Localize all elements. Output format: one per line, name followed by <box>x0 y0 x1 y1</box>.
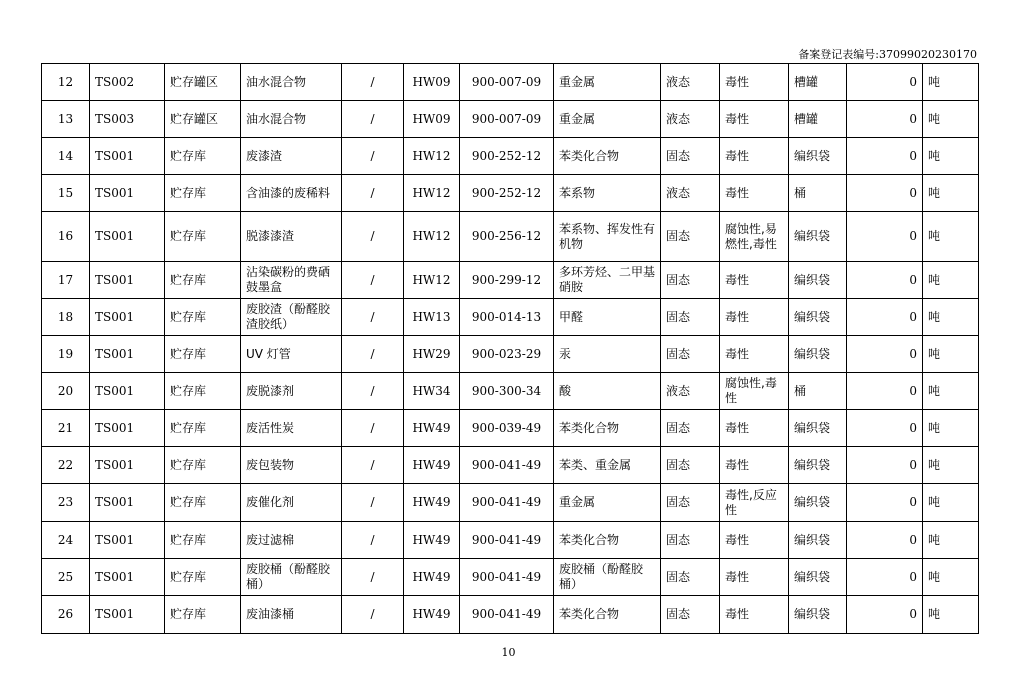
table-row <box>42 299 979 336</box>
cell-seq: 25 <box>42 559 90 596</box>
cell-waste-code: 900-256-12 <box>460 212 554 262</box>
cell-seq: 14 <box>42 138 90 175</box>
cell-code: TS001 <box>90 484 165 522</box>
cell-hazard: 毒性 <box>720 447 789 484</box>
table-row <box>42 596 979 634</box>
cell-form: 液态 <box>661 64 720 101</box>
cell-hazard: 毒性 <box>720 410 789 447</box>
cell-name: 含油漆的废稀料 <box>241 175 342 212</box>
cell-hazard: 毒性 <box>720 101 789 138</box>
cell-name: 废胶渣（酚醛胶渣胶纸） <box>241 299 342 336</box>
cell-hazard: 毒性 <box>720 64 789 101</box>
cell-hazard: 毒性 <box>720 559 789 596</box>
cell-place: 贮存库 <box>165 138 241 175</box>
cell-code: TS001 <box>90 410 165 447</box>
cell-code: TS003 <box>90 101 165 138</box>
cell-code: TS001 <box>90 596 165 634</box>
cell-seq: 19 <box>42 336 90 373</box>
cell-code: TS001 <box>90 559 165 596</box>
cell-package: 编织袋 <box>789 410 847 447</box>
cell-waste-code: 900-007-09 <box>460 64 554 101</box>
cell-component: 重金属 <box>554 484 661 522</box>
cell-hazard: 毒性 <box>720 336 789 373</box>
cell-hazard: 毒性,反应性 <box>720 484 789 522</box>
cell-code: TS001 <box>90 212 165 262</box>
cell-form: 固态 <box>661 336 720 373</box>
cell-place: 贮存罐区 <box>165 64 241 101</box>
cell-form: 液态 <box>661 101 720 138</box>
cell-category: HW49 <box>404 410 460 447</box>
cell-waste-code: 900-041-49 <box>460 596 554 634</box>
cell-code: TS001 <box>90 447 165 484</box>
cell-package: 槽罐 <box>789 64 847 101</box>
cell-place: 贮存库 <box>165 410 241 447</box>
cell-hazard: 毒性 <box>720 175 789 212</box>
cell-package: 编织袋 <box>789 138 847 175</box>
cell-seq: 17 <box>42 262 90 299</box>
cell-place: 贮存库 <box>165 522 241 559</box>
cell-qty: 0 <box>847 101 923 138</box>
cell-place: 贮存库 <box>165 299 241 336</box>
cell-name: 沾染碳粉的费硒鼓墨盒 <box>241 262 342 299</box>
cell-name: 废活性炭 <box>241 410 342 447</box>
cell-component: 苯类化合物 <box>554 410 661 447</box>
cell-seq: 24 <box>42 522 90 559</box>
cell-seq: 26 <box>42 596 90 634</box>
cell-form: 固态 <box>661 596 720 634</box>
cell-component: 甲醛 <box>554 299 661 336</box>
cell-seq: 13 <box>42 101 90 138</box>
cell-qty: 0 <box>847 175 923 212</box>
cell-category: HW09 <box>404 101 460 138</box>
cell-category: HW29 <box>404 336 460 373</box>
cell-seq: 15 <box>42 175 90 212</box>
cell-qty: 0 <box>847 299 923 336</box>
table-row <box>42 101 979 138</box>
cell-component: 多环芳烃、二甲基硝胺 <box>554 262 661 299</box>
cell-category: HW09 <box>404 64 460 101</box>
cell-hazard: 腐蚀性,毒性 <box>720 373 789 410</box>
cell-category: HW12 <box>404 175 460 212</box>
table-row <box>42 262 979 299</box>
cell-waste-code: 900-299-12 <box>460 262 554 299</box>
cell-seq: 16 <box>42 212 90 262</box>
cell-unit: 吨 <box>923 175 979 212</box>
cell-waste-code: 900-252-12 <box>460 138 554 175</box>
cell-unit: 吨 <box>923 262 979 299</box>
cell-unit: 吨 <box>923 373 979 410</box>
cell-name: 废过滤棉 <box>241 522 342 559</box>
cell-waste-code: 900-041-49 <box>460 559 554 596</box>
cell-slash: / <box>342 447 404 484</box>
cell-unit: 吨 <box>923 596 979 634</box>
cell-package: 编织袋 <box>789 336 847 373</box>
cell-qty: 0 <box>847 212 923 262</box>
cell-code: TS001 <box>90 138 165 175</box>
cell-name: 废漆渣 <box>241 138 342 175</box>
cell-form: 固态 <box>661 447 720 484</box>
cell-name: 油水混合物 <box>241 101 342 138</box>
cell-slash: / <box>342 336 404 373</box>
cell-category: HW49 <box>404 447 460 484</box>
table-row <box>42 336 979 373</box>
cell-slash: / <box>342 64 404 101</box>
cell-hazard: 毒性 <box>720 262 789 299</box>
cell-unit: 吨 <box>923 522 979 559</box>
cell-category: HW49 <box>404 559 460 596</box>
cell-category: HW49 <box>404 484 460 522</box>
table-row <box>42 212 979 262</box>
cell-unit: 吨 <box>923 101 979 138</box>
cell-qty: 0 <box>847 447 923 484</box>
cell-waste-code: 900-300-34 <box>460 373 554 410</box>
cell-slash: / <box>342 410 404 447</box>
cell-slash: / <box>342 596 404 634</box>
cell-waste-code: 900-039-49 <box>460 410 554 447</box>
cell-component: 苯类化合物 <box>554 596 661 634</box>
cell-hazard: 腐蚀性,易燃性,毒性 <box>720 212 789 262</box>
cell-code: TS001 <box>90 262 165 299</box>
cell-package: 编织袋 <box>789 299 847 336</box>
cell-waste-code: 900-007-09 <box>460 101 554 138</box>
cell-name: 废油漆桶 <box>241 596 342 634</box>
cell-qty: 0 <box>847 559 923 596</box>
cell-category: HW34 <box>404 373 460 410</box>
cell-package: 桶 <box>789 373 847 410</box>
cell-package: 槽罐 <box>789 101 847 138</box>
cell-slash: / <box>342 299 404 336</box>
cell-place: 贮存库 <box>165 212 241 262</box>
cell-name: 废脱漆剂 <box>241 373 342 410</box>
cell-unit: 吨 <box>923 559 979 596</box>
cell-unit: 吨 <box>923 336 979 373</box>
table-row <box>42 64 979 101</box>
cell-slash: / <box>342 522 404 559</box>
page-number: 10 <box>501 646 516 659</box>
cell-slash: / <box>342 101 404 138</box>
cell-component: 汞 <box>554 336 661 373</box>
cell-category: HW49 <box>404 522 460 559</box>
cell-slash: / <box>342 212 404 262</box>
table-row <box>42 175 979 212</box>
cell-qty: 0 <box>847 336 923 373</box>
cell-code: TS001 <box>90 299 165 336</box>
cell-code: TS001 <box>90 373 165 410</box>
cell-seq: 18 <box>42 299 90 336</box>
table-row <box>42 138 979 175</box>
cell-qty: 0 <box>847 484 923 522</box>
table-row <box>42 410 979 447</box>
cell-unit: 吨 <box>923 138 979 175</box>
cell-component: 苯系物、挥发性有机物 <box>554 212 661 262</box>
cell-waste-code: 900-041-49 <box>460 484 554 522</box>
cell-name: 废胶桶（酚醛胶桶） <box>241 559 342 596</box>
cell-category: HW13 <box>404 299 460 336</box>
cell-name: UV 灯管 <box>241 336 342 373</box>
cell-package: 编织袋 <box>789 447 847 484</box>
cell-component: 废胶桶（酚醛胶桶） <box>554 559 661 596</box>
table-row <box>42 484 979 522</box>
cell-waste-code: 900-252-12 <box>460 175 554 212</box>
cell-qty: 0 <box>847 596 923 634</box>
cell-hazard: 毒性 <box>720 138 789 175</box>
table-row <box>42 522 979 559</box>
table-row <box>42 373 979 410</box>
cell-package: 编织袋 <box>789 559 847 596</box>
cell-form: 固态 <box>661 138 720 175</box>
registration-number: 备案登记表编号:37099020230170 <box>798 48 977 61</box>
cell-unit: 吨 <box>923 299 979 336</box>
cell-package: 编织袋 <box>789 522 847 559</box>
cell-hazard: 毒性 <box>720 522 789 559</box>
cell-form: 固态 <box>661 522 720 559</box>
cell-category: HW12 <box>404 262 460 299</box>
cell-name: 废包装物 <box>241 447 342 484</box>
cell-seq: 22 <box>42 447 90 484</box>
cell-waste-code: 900-014-13 <box>460 299 554 336</box>
cell-place: 贮存库 <box>165 484 241 522</box>
cell-waste-code: 900-023-29 <box>460 336 554 373</box>
cell-place: 贮存库 <box>165 447 241 484</box>
cell-seq: 20 <box>42 373 90 410</box>
cell-category: HW12 <box>404 212 460 262</box>
cell-component: 苯类、重金属 <box>554 447 661 484</box>
cell-slash: / <box>342 175 404 212</box>
cell-code: TS001 <box>90 175 165 212</box>
cell-name: 脱漆漆渣 <box>241 212 342 262</box>
cell-name: 废催化剂 <box>241 484 342 522</box>
cell-component: 重金属 <box>554 64 661 101</box>
cell-place: 贮存库 <box>165 596 241 634</box>
cell-place: 贮存罐区 <box>165 101 241 138</box>
cell-seq: 12 <box>42 64 90 101</box>
cell-qty: 0 <box>847 138 923 175</box>
cell-hazard: 毒性 <box>720 596 789 634</box>
cell-unit: 吨 <box>923 212 979 262</box>
cell-place: 贮存库 <box>165 262 241 299</box>
table-row <box>42 559 979 596</box>
cell-qty: 0 <box>847 262 923 299</box>
cell-slash: / <box>342 373 404 410</box>
cell-code: TS002 <box>90 64 165 101</box>
cell-form: 固态 <box>661 484 720 522</box>
cell-package: 编织袋 <box>789 212 847 262</box>
table-body <box>42 64 979 634</box>
cell-form: 液态 <box>661 373 720 410</box>
cell-unit: 吨 <box>923 484 979 522</box>
cell-seq: 23 <box>42 484 90 522</box>
cell-qty: 0 <box>847 522 923 559</box>
cell-component: 苯类化合物 <box>554 522 661 559</box>
cell-slash: / <box>342 262 404 299</box>
cell-slash: / <box>342 559 404 596</box>
cell-component: 苯类化合物 <box>554 138 661 175</box>
cell-place: 贮存库 <box>165 373 241 410</box>
cell-package: 桶 <box>789 175 847 212</box>
cell-package: 编织袋 <box>789 484 847 522</box>
cell-unit: 吨 <box>923 410 979 447</box>
cell-place: 贮存库 <box>165 559 241 596</box>
cell-form: 固态 <box>661 212 720 262</box>
cell-slash: / <box>342 484 404 522</box>
cell-qty: 0 <box>847 64 923 101</box>
cell-form: 固态 <box>661 410 720 447</box>
cell-waste-code: 900-041-49 <box>460 447 554 484</box>
cell-slash: / <box>342 138 404 175</box>
cell-component: 重金属 <box>554 101 661 138</box>
cell-qty: 0 <box>847 410 923 447</box>
cell-seq: 21 <box>42 410 90 447</box>
cell-category: HW49 <box>404 596 460 634</box>
cell-name: 油水混合物 <box>241 64 342 101</box>
cell-component: 酸 <box>554 373 661 410</box>
cell-place: 贮存库 <box>165 336 241 373</box>
cell-category: HW12 <box>404 138 460 175</box>
cell-package: 编织袋 <box>789 596 847 634</box>
cell-waste-code: 900-041-49 <box>460 522 554 559</box>
cell-form: 固态 <box>661 262 720 299</box>
hazardous-waste-table <box>41 63 979 634</box>
cell-place: 贮存库 <box>165 175 241 212</box>
cell-form: 液态 <box>661 175 720 212</box>
cell-form: 固态 <box>661 299 720 336</box>
cell-component: 苯系物 <box>554 175 661 212</box>
cell-code: TS001 <box>90 336 165 373</box>
cell-package: 编织袋 <box>789 262 847 299</box>
cell-code: TS001 <box>90 522 165 559</box>
cell-hazard: 毒性 <box>720 299 789 336</box>
cell-unit: 吨 <box>923 64 979 101</box>
cell-form: 固态 <box>661 559 720 596</box>
cell-qty: 0 <box>847 373 923 410</box>
table-row <box>42 447 979 484</box>
cell-unit: 吨 <box>923 447 979 484</box>
